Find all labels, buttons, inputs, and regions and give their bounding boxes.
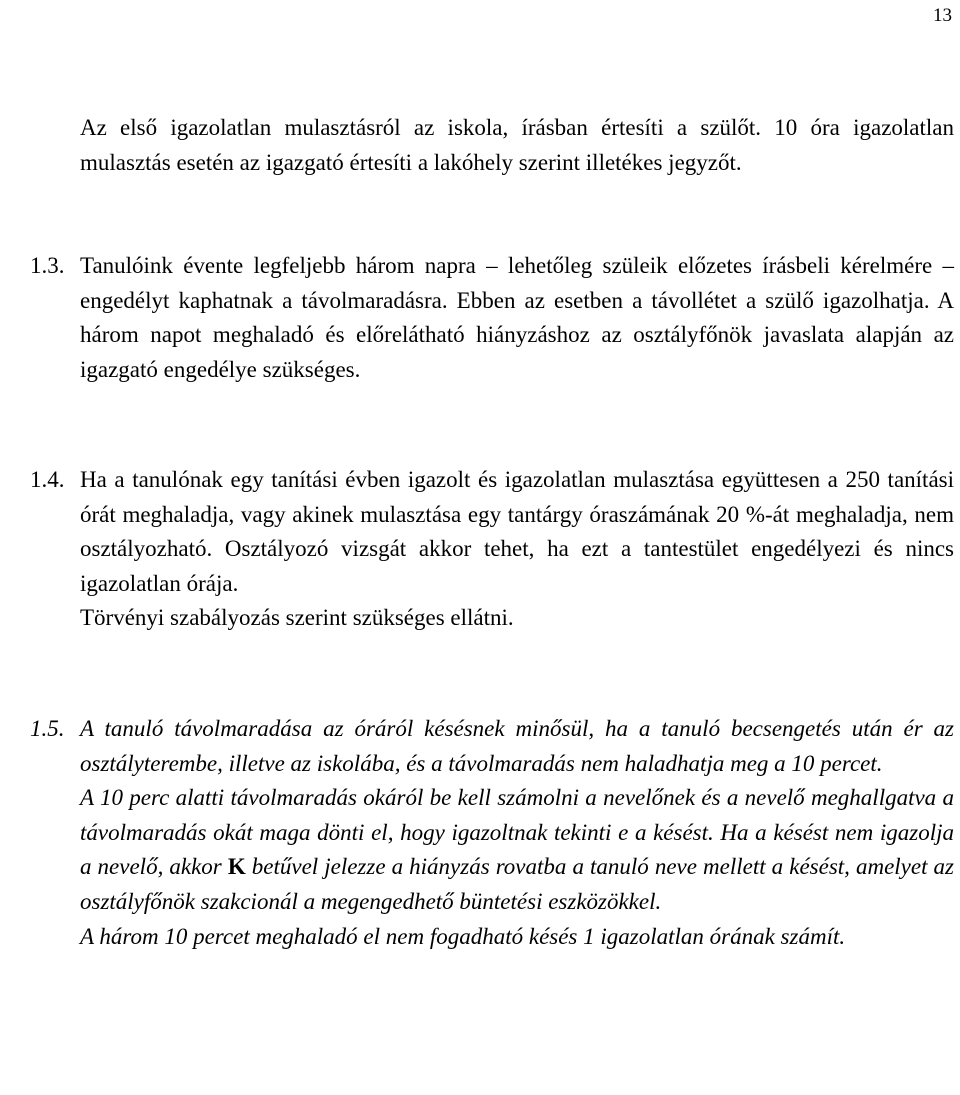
section-paragraph: Ha a tanulónak egy tanítási évben igazolt és igazolatlan mulasztása együttesen a 250 tanítási órát meghaladja, vagy akinek mulasztása egy tantárgy óraszámának 20 %-át meghaladja, nem osztályozható. Osztályozó vizsgát akkor tehet, ha ezt a tantestület engedélyezi és nincs igazolatlan órája.: [80, 467, 954, 596]
section-paragraph: A három 10 percet meghaladó el nem fogadható késés 1 igazolatlan órának számít.: [80, 923, 846, 949]
paragraph-intro-text: Az első igazolatlan mulasztásról az iskola, írásban értesíti a szülőt. 10 óra igazolatlan mulasztás esetén az igazgató értesíti a lakóhely szerint illetékes jegyzőt.: [80, 115, 954, 175]
k-letter: K: [227, 854, 246, 880]
paragraph-part: betűvel jelezze a hiányzás rovatba a tanuló neve mellett a késést, amelyet az osztályfőnök szakcionál a megengedhető büntetési eszközökkel.: [80, 854, 954, 914]
page-number: 13: [933, 5, 952, 26]
section-paragraph: Törvényi szabályozás szerint szükséges ellátni.: [80, 605, 514, 631]
section-number: 1.5.: [30, 716, 65, 741]
section-paragraph: [80, 781, 954, 919]
section-text: [80, 463, 954, 636]
section-text: Tanulóink évente legfeljebb három napra – lehetőleg szüleik előzetes írásbeli kérelmére – engedélyt kaphatnak a távolmaradásra. Ebben az esetben a távollétet a szülő igazolhatja. A három napot meghaladó és előrelátható hiányzáshoz az osztályfőnök javaslata alapján az igazgató engedélye szükséges.: [80, 253, 954, 382]
section-number: 1.4.: [30, 467, 65, 492]
paragraph-part: A 10 perc alatti távolmaradás okáról be kell számolni a nevelőnek és a nevelő meghallgatva a távolmaradás okát maga dönti el, hogy igazoltnak tekinti e a késést. Ha a késést nem igazolja a nevelő, akkor: [80, 785, 954, 880]
section-number: 1.3.: [30, 253, 65, 278]
section-text: [80, 712, 954, 954]
section-paragraph: A tanuló távolmaradása az óráról késésnek minősül, ha a tanuló becsengetés után ér az osztályterembe, illetve az iskolába, és a távolmaradás nem haladhatja meg a 10 percet.: [80, 716, 954, 776]
